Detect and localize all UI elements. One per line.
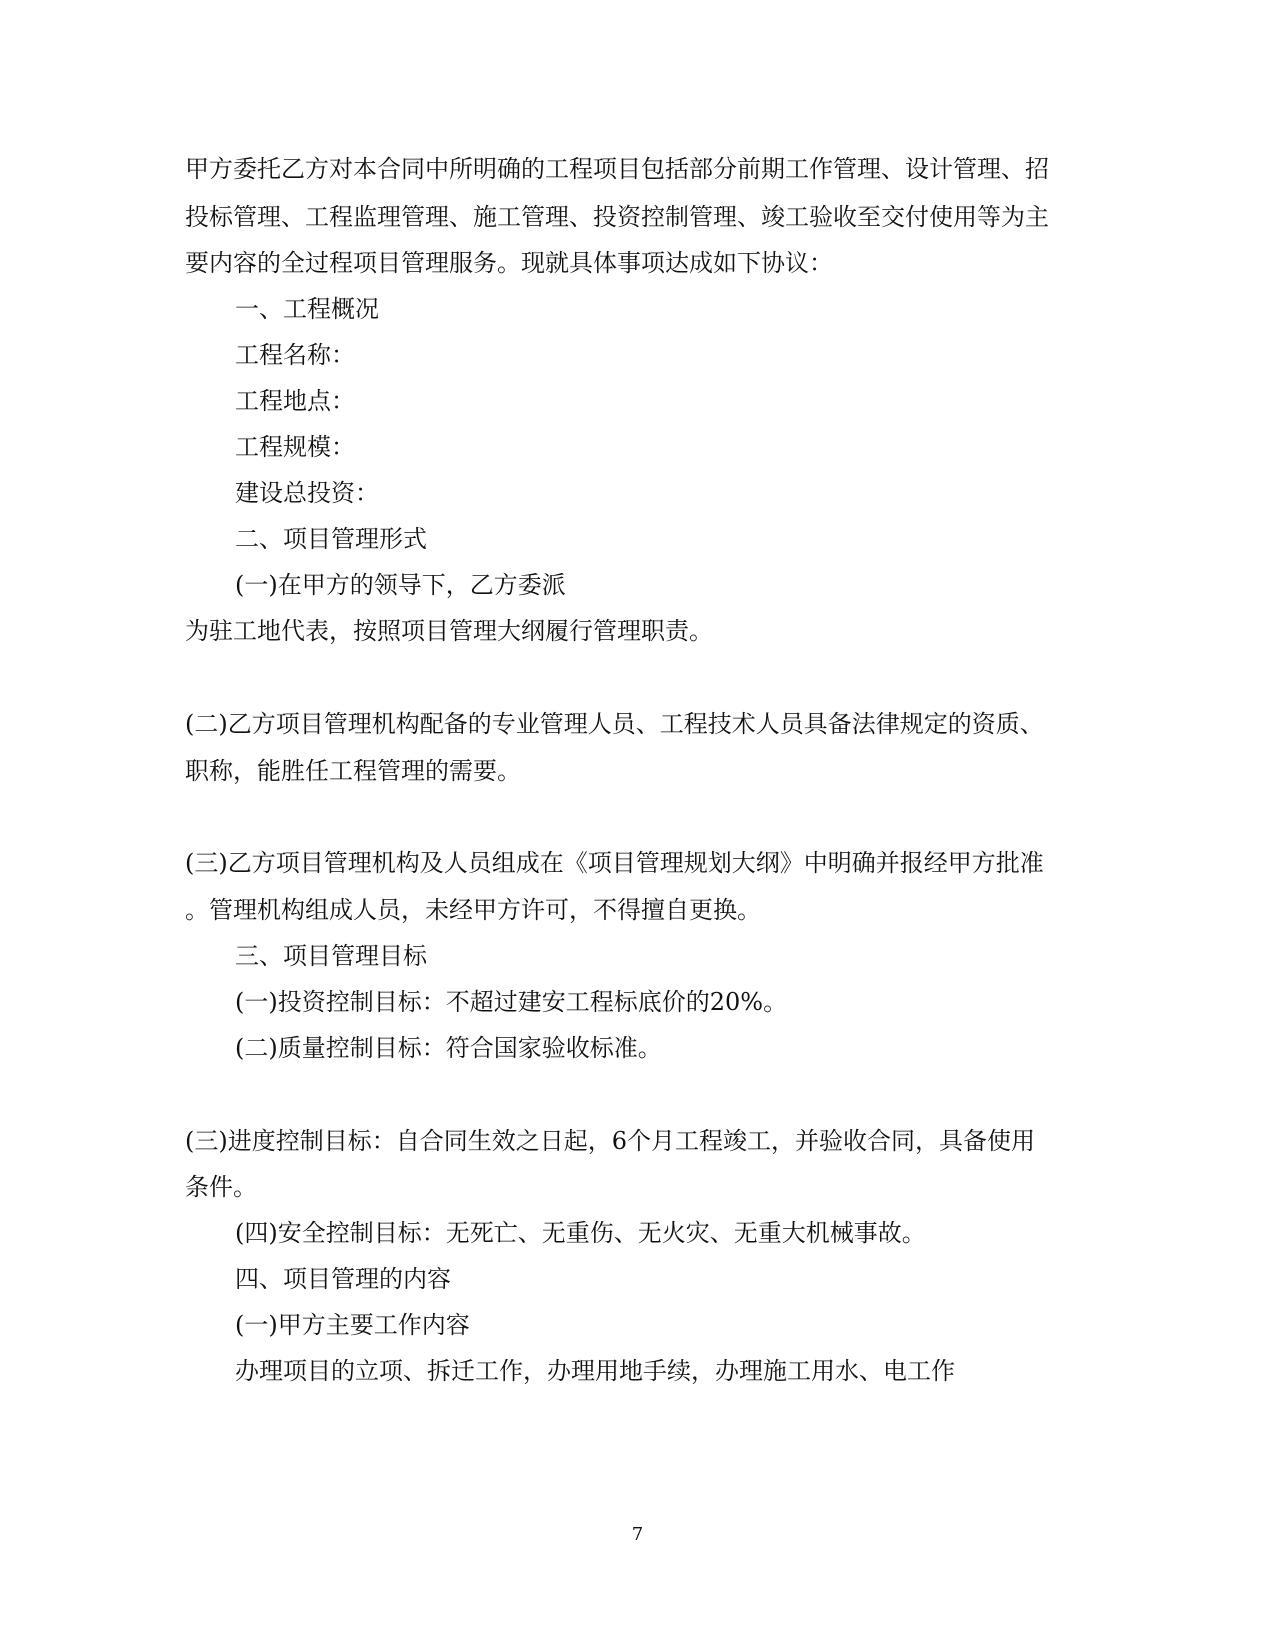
field-label: 工程地点： — [235, 387, 355, 415]
body-text-line: 要内容的全过程项目管理服务。现就具体事项达成如下协议： — [185, 249, 833, 277]
body-text-line: 条件。 — [185, 1173, 257, 1201]
list-item: (四)安全控制目标：无死亡、无重伤、无火灾、无重大机械事故。 — [235, 1219, 926, 1247]
section-heading: 二、项目管理形式 — [235, 525, 427, 553]
page-number: 7 — [631, 1524, 644, 1545]
body-text-line: 职称，能胜任工程管理的需要。 — [185, 757, 521, 785]
list-item: (一)在甲方的领导下，乙方委派 — [235, 571, 566, 599]
section-heading: 四、项目管理的内容 — [235, 1265, 451, 1293]
list-item: (三)乙方项目管理机构及人员组成在《项目管理规划大纲》中明确并报经甲方批准 — [185, 849, 1044, 877]
body-text-line: 办理项目的立项、拆迁工作，办理用地手续，办理施工用水、电工作 — [235, 1357, 955, 1385]
section-heading: 三、项目管理目标 — [235, 942, 427, 970]
field-label: 工程规模： — [235, 433, 355, 461]
body-text-line: 。管理机构组成人员，未经甲方许可，不得擅自更换。 — [185, 896, 761, 924]
list-item: (一)甲方主要工作内容 — [235, 1311, 470, 1339]
body-text-line: 甲方委托乙方对本合同中所明确的工程项目包括部分前期工作管理、设计管理、招 — [185, 155, 1049, 183]
section-heading: 一、工程概况 — [235, 295, 379, 323]
field-label: 工程名称： — [235, 341, 355, 369]
list-item: (三)进度控制目标：自合同生效之日起，6个月工程竣工，并验收合同，具备使用 — [185, 1127, 1035, 1155]
body-text-line: 为驻工地代表，按照项目管理大纲履行管理职责。 — [185, 617, 713, 645]
list-item: (一)投资控制目标：不超过建安工程标底价的20%。 — [235, 988, 788, 1016]
list-item: (二)乙方项目管理机构配备的专业管理人员、工程技术人员具备法律规定的资质、 — [185, 710, 1044, 738]
list-item: (二)质量控制目标：符合国家验收标准。 — [235, 1034, 662, 1062]
field-label: 建设总投资： — [235, 479, 379, 507]
body-text-line: 投标管理、工程监理管理、施工管理、投资控制管理、竣工验收至交付使用等为主 — [185, 203, 1049, 231]
